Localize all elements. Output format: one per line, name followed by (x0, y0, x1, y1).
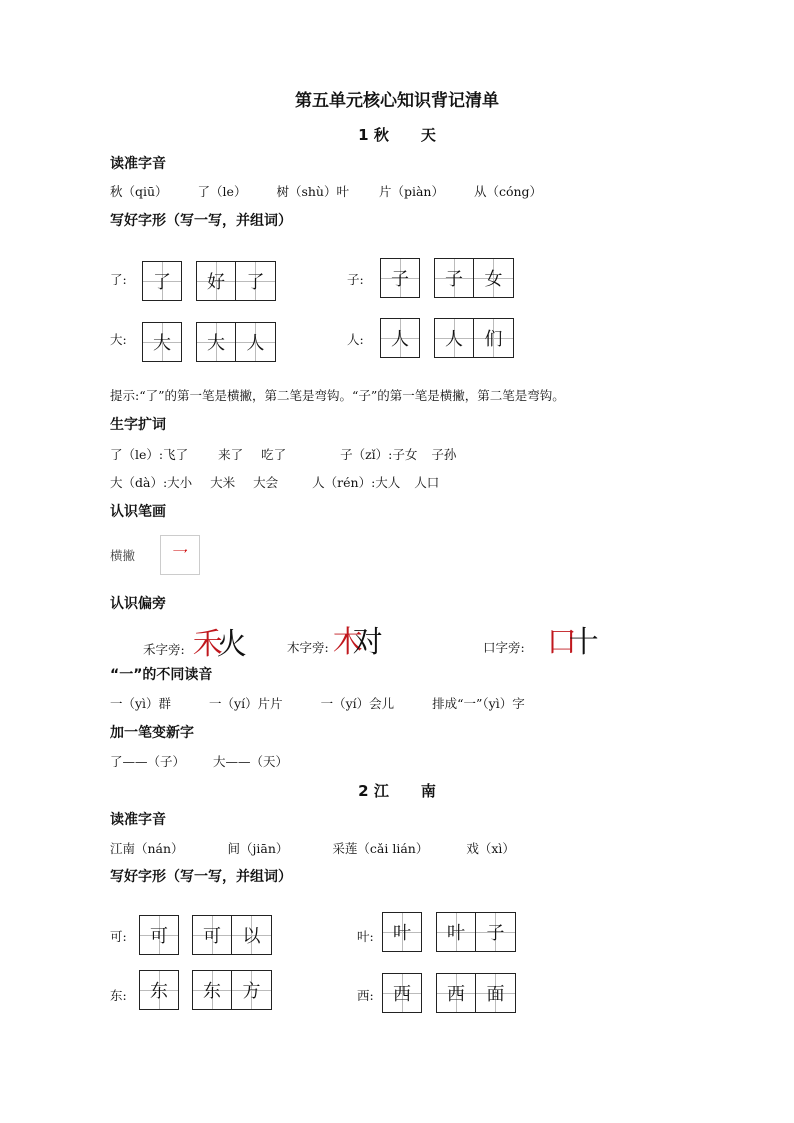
section-heading-write: 写好字形（写一写，并组词） (110, 213, 292, 229)
expand-item: 了（le）:飞了 (110, 447, 189, 462)
radical-item (143, 619, 241, 663)
stroke-name: 横撇 (110, 548, 136, 563)
grid-char: 可 (150, 926, 168, 947)
grid-char: 可 (203, 926, 221, 947)
lesson-2-number: 2 (358, 782, 369, 800)
add-list (110, 752, 314, 770)
radical-label: 木字旁: (287, 640, 329, 655)
grid-char: 子 (486, 923, 505, 944)
section-heading-stroke: 认识笔画 (110, 504, 166, 520)
radical-label: 禾字旁: (143, 642, 185, 657)
write-label: 叶: (357, 929, 374, 944)
writing-grid-single (380, 318, 420, 358)
yi-item: 一（yì）群 (110, 696, 172, 711)
grid-char: 子 (445, 269, 463, 290)
grid-char: 人 (445, 329, 463, 350)
write-label: 西: (357, 988, 374, 1003)
grid-char: 西 (393, 984, 411, 1005)
lesson-1-name-b: 天 (420, 126, 436, 144)
radical-label: 口字旁: (483, 640, 525, 655)
lesson-2-name-b: 南 (420, 782, 436, 800)
writing-grid-single (139, 970, 179, 1010)
lesson-2-name-a: 江 (373, 782, 389, 800)
yi-item: 排成“一”（yì）字 (432, 696, 525, 711)
radical-char (333, 617, 373, 661)
grid-char: 了 (153, 272, 171, 293)
writing-grid-single (139, 915, 179, 955)
grid-char: 女 (484, 269, 503, 290)
radical-item (483, 617, 591, 661)
grid-char: 大 (207, 333, 225, 354)
expand-line-1 (110, 445, 482, 463)
grid-char: 大 (153, 333, 171, 354)
grid-char: 叶 (447, 923, 465, 944)
grid-char: 人 (391, 329, 409, 350)
tip-text: 提示:“了”的第一笔是横撇，第二笔是弯钩。“子”的第一笔是横撇，第二笔是弯钩。 (110, 388, 565, 403)
writing-grid-pair (196, 261, 276, 301)
lesson-1-number: 1 (358, 126, 369, 144)
grid-char: 们 (484, 329, 503, 350)
grid-char: 以 (242, 926, 261, 947)
write-label: 了: (110, 272, 127, 287)
radical-highlight: 口 (546, 625, 569, 660)
expand-item: 子（zǐ）:子女 (340, 447, 418, 462)
grid-char: 西 (447, 984, 465, 1005)
section-heading-add: 加一笔变新字 (110, 725, 194, 741)
read-item: 从（cóng） (473, 184, 543, 199)
read-item: 树（shù）叶 (276, 184, 349, 199)
section-heading-radical: 认识偏旁 (110, 596, 166, 612)
section-heading-read: 读准字音 (110, 812, 166, 828)
writing-grid-pair (196, 322, 276, 362)
expand-line-2 (110, 473, 465, 491)
writing-grid-pair (436, 973, 516, 1013)
write-label: 可: (110, 929, 127, 944)
grid-char: 好 (207, 272, 225, 293)
read-item: 秋（qiū） (110, 184, 168, 199)
radical-highlight: 禾 (192, 627, 217, 662)
expand-item: 大米 (210, 475, 236, 490)
radical-rest: 对 (352, 625, 373, 660)
radical-rest: 十 (568, 625, 591, 660)
read-list (110, 182, 568, 200)
stroke-glyph: 乛 (171, 546, 188, 566)
yi-item: 一（yí）会儿 (320, 696, 395, 711)
section-heading-expand: 生字扩词 (110, 417, 166, 433)
lesson-1-title (0, 124, 794, 145)
grid-char: 叶 (393, 923, 411, 944)
write-label: 人: (347, 332, 364, 347)
add-item: 大——（天） (213, 754, 289, 769)
read-list (110, 839, 541, 857)
section-heading-yi: “一”的不同读音 (110, 667, 213, 683)
grid-char: 东 (203, 981, 221, 1002)
grid-char: 东 (150, 981, 168, 1002)
writing-grid-single (142, 322, 182, 362)
write-label: 大: (110, 332, 127, 347)
grid-char: 面 (486, 984, 505, 1005)
section-heading-write: 写好字形（写一写，并组词） (110, 869, 292, 885)
expand-item: 人口 (414, 475, 440, 490)
radical-char (193, 619, 241, 663)
writing-grid-single (382, 912, 422, 952)
expand-item: 来了 (218, 447, 244, 462)
writing-grid-single (142, 261, 182, 301)
stroke-box (160, 535, 200, 575)
yi-item: 一（yí）片片 (209, 696, 283, 711)
radical-item (287, 617, 373, 661)
yi-list (110, 694, 551, 712)
writing-grid-single (380, 258, 420, 298)
read-item: 间（jiān） (227, 841, 289, 856)
lesson-2-title (0, 780, 794, 801)
read-item: 戏（xì） (466, 841, 515, 856)
expand-item: 吃了 (261, 447, 287, 462)
read-item: 片（piàn） (378, 184, 444, 199)
read-item: 采莲（cǎi lián） (332, 841, 429, 856)
page-title: 第五单元核心知识背记清单 (295, 91, 499, 111)
expand-item: 子孙 (431, 447, 457, 462)
read-item: 江南（nán） (110, 841, 184, 856)
grid-char: 方 (242, 981, 261, 1002)
lesson-1-name-a: 秋 (373, 126, 389, 144)
write-label: 东: (110, 988, 127, 1003)
add-item: 了——（子） (110, 754, 186, 769)
writing-grid-pair (434, 318, 514, 358)
read-item: 了（le） (197, 184, 247, 199)
grid-char: 人 (246, 333, 265, 354)
writing-grid-single (382, 973, 422, 1013)
write-label: 子: (347, 272, 364, 287)
writing-grid-pair (434, 258, 514, 298)
writing-grid-pair (436, 912, 516, 952)
radical-rest: 火 (216, 627, 241, 662)
section-heading-read: 读准字音 (110, 156, 166, 172)
expand-item: 大会 (253, 475, 279, 490)
expand-item: 人（rén）:大人 (312, 475, 401, 490)
writing-grid-pair (192, 970, 272, 1010)
writing-grid-pair (192, 915, 272, 955)
radical-char (547, 617, 591, 661)
grid-char: 了 (246, 272, 265, 293)
radical-highlight: 木 (332, 625, 353, 660)
expand-item: 大（dà）:大小 (110, 475, 193, 490)
grid-char: 子 (391, 269, 409, 290)
